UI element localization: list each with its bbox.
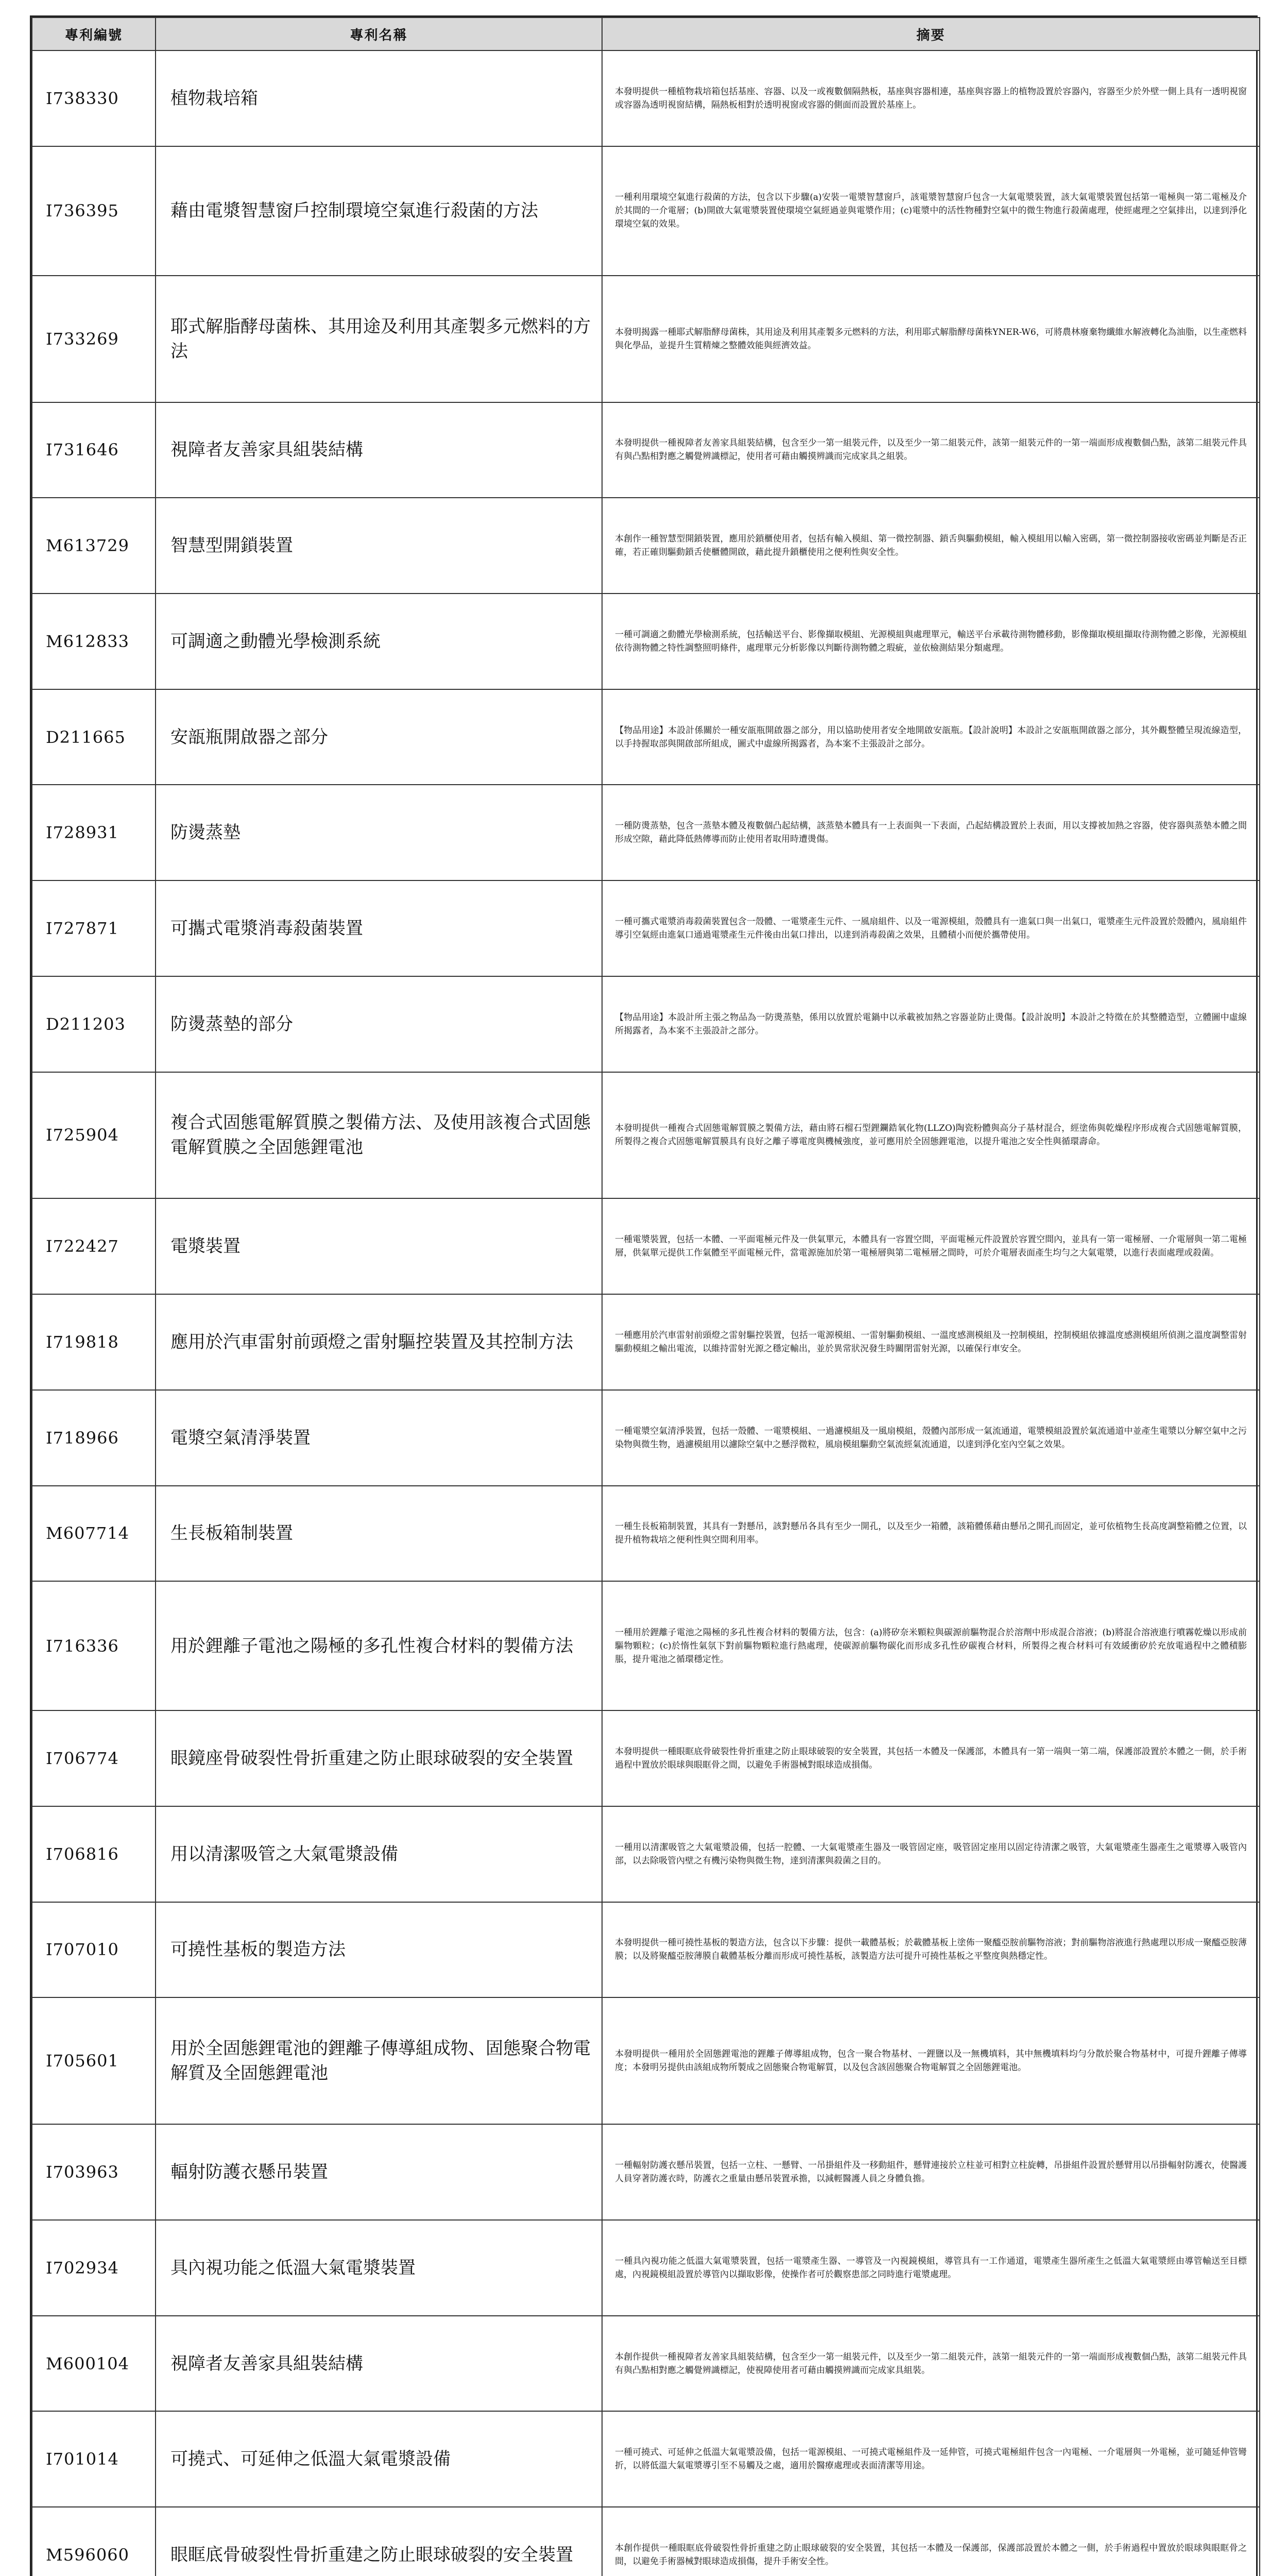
patent-number: D211665 (32, 689, 156, 785)
patent-number: I718966 (32, 1390, 156, 1486)
table-row (32, 1581, 1260, 1710)
patent-abstract: 本發明提供一種可撓性基板的製造方法，包含以下步驟：提供一載體基板；於載體基板上塗佈一聚醯亞胺前驅物溶液；對前驅物溶液進行熱處理以形成一聚醯亞胺薄膜；以及將聚醯亞胺薄膜自載體基板分離而形成可撓性基板，該製造方法可提升可撓性基板之平整度與熱穩定性。 (602, 1902, 1260, 1998)
patent-number: M613729 (32, 498, 156, 594)
patent-name: 生長板箱制裝置 (156, 1486, 602, 1582)
patent-name: 可調適之動體光學檢測系統 (156, 594, 602, 689)
patent-number: M596060 (32, 2507, 156, 2576)
patent-number: I703963 (32, 2124, 156, 2220)
patent-number: M607714 (32, 1486, 156, 1582)
table-row (32, 50, 1260, 146)
patent-number: I705601 (32, 1997, 156, 2124)
patent-abstract: 一種具內視功能之低溫大氣電漿裝置，包括一電漿產生器、一導管及一內視鏡模組，導管具有一工作通道，電漿產生器所產生之低溫大氣電漿經由導管輸送至目標處，內視鏡模組設置於導管內以擷取影像，使操作者可於觀察患部之同時進行電漿處理。 (602, 2220, 1260, 2316)
table-row (32, 1486, 1260, 1582)
patent-abstract: 本創作一種智慧型開鎖裝置，應用於鎖櫃使用者，包括有輸入模組、第一微控制器、鎖舌與驅動模組，輸入模組用以輸入密碼，第一微控制器接收密碼並判斷是否正確，若正確則驅動鎖舌使櫃體開啟，藉此提升鎖櫃使用之便利性與安全性。 (602, 498, 1260, 594)
table-row (32, 498, 1260, 594)
patent-table-sheet (30, 15, 1258, 2576)
table-row (32, 1806, 1260, 1902)
table-row (32, 689, 1260, 785)
patent-name: 安瓿瓶開啟器之部分 (156, 689, 602, 785)
table-row (32, 2411, 1260, 2507)
patent-number: I701014 (32, 2411, 156, 2507)
patent-name: 用於鋰離子電池之陽極的多孔性複合材料的製備方法 (156, 1581, 602, 1710)
column-header-number: 專利編號 (32, 18, 156, 50)
patent-name: 具內視功能之低溫大氣電漿裝置 (156, 2220, 602, 2316)
patent-abstract: 一種生長板箱制裝置，其具有一對懸吊，該對懸吊各具有至少一開孔，以及至少一箱體，該箱體係藉由懸吊之開孔而固定，並可依植物生長高度調整箱體之位置，以提升植物栽培之便利性與空間利用率。 (602, 1486, 1260, 1582)
patent-abstract: 【物品用途】本設計係關於一種安瓿瓶開啟器之部分，用以協助使用者安全地開啟安瓿瓶。【設計說明】本設計之安瓿瓶開啟器之部分，其外觀整體呈現流線造型，以手持握取部與開啟部所組成，圖式中虛線所揭露者，為本案不主張設計之部分。 (602, 689, 1260, 785)
patent-number: I702934 (32, 2220, 156, 2316)
patent-number: M612833 (32, 594, 156, 689)
patent-name: 眼鏡座骨破裂性骨折重建之防止眼球破裂的安全裝置 (156, 1710, 602, 1806)
patent-number: I738330 (32, 50, 156, 146)
patent-abstract: 一種可攜式電漿消毒殺菌裝置包含一殼體、一電漿產生元件、一風扇組件、以及一電源模組，殼體具有一進氣口與一出氣口，電漿產生元件設置於殼體內，風扇組件導引空氣經由進氣口通過電漿產生元件後由出氣口排出，以達到消毒殺菌之效果，且體積小而便於攜帶使用。 (602, 880, 1260, 976)
patent-number: I728931 (32, 785, 156, 880)
patent-abstract: 一種輻射防護衣懸吊裝置，包括一立柱、一懸臂、一吊掛組件及一移動組件，懸臂連接於立柱並可相對立柱旋轉，吊掛組件設置於懸臂用以吊掛輻射防護衣，使醫護人員穿著防護衣時，防護衣之重量由懸吊裝置承擔，以減輕醫護人員之身體負擔。 (602, 2124, 1260, 2220)
patent-abstract: 一種利用環境空氣進行殺菌的方法，包含以下步驟(a)安裝一電漿智慧窗戶，該電漿智慧窗戶包含一大氣電漿裝置，該大氣電漿裝置包括第一電極與一第二電極及介於其間的一介電層；(b)開啟大氣電漿裝置使環境空氣經過並與電漿作用；(c)電漿中的活性物種對空氣中的微生物進行殺菌處理，使經處理之空氣排出，以達到淨化環境空氣的效果。 (602, 146, 1260, 276)
patent-abstract: 本發明提供一種眼眶底骨破裂性骨折重建之防止眼球破裂的安全裝置，其包括一本體及一保護部，本體具有一第一端與一第二端，保護部設置於本體之一側，於手術過程中置放於眼球與眼眶骨之間，以避免手術器械對眼球造成損傷。 (602, 1710, 1260, 1806)
patent-number: I707010 (32, 1902, 156, 1998)
patent-name: 防燙蒸墊 (156, 785, 602, 880)
table-row (32, 976, 1260, 1072)
patent-number: I719818 (32, 1294, 156, 1390)
patent-number: I725904 (32, 1072, 156, 1199)
patent-number: I706816 (32, 1806, 156, 1902)
patent-number: D211203 (32, 976, 156, 1072)
table-row (32, 2507, 1260, 2576)
table-row (32, 1198, 1260, 1294)
patent-abstract: 一種防燙蒸墊，包含一蒸墊本體及複數個凸起結構，該蒸墊本體具有一上表面與一下表面，凸起結構設置於上表面，用以支撐被加熱之容器，使容器與蒸墊本體之間形成空隙，藉此降低熱傳導而防止使用者取用時遭燙傷。 (602, 785, 1260, 880)
table-body (32, 50, 1260, 2576)
column-header-name: 專利名稱 (156, 18, 602, 50)
patent-abstract: 本發明提供一種視障者友善家具組裝結構，包含至少一第一組裝元件，以及至少一第二組裝元件，該第一組裝元件的一第一端面形成複數個凸點，該第二組裝元件具有與凸點相對應之觸覺辨識標記，使用者可藉由觸摸辨識而完成家具之組裝。 (602, 402, 1260, 498)
patent-abstract: 本創作提供一種眼眶底骨破裂性骨折重建之防止眼球破裂的安全裝置，其包括一本體及一保護部，保護部設置於本體之一側，於手術過程中置放於眼球與眼眶骨之間，以避免手術器械對眼球造成損傷，提升手術安全性。 (602, 2507, 1260, 2576)
patent-name: 智慧型開鎖裝置 (156, 498, 602, 594)
patent-name: 防燙蒸墊的部分 (156, 976, 602, 1072)
patent-number: I736395 (32, 146, 156, 276)
patent-abstract: 本發明提供一種複合式固態電解質膜之製備方法，藉由將石榴石型鋰鑭鋯氧化物(LLZO)陶瓷粉體與高分子基材混合，經塗佈與乾燥程序形成複合式固態電解質膜，所製得之複合式固態電解質膜具有良好之離子導電度與機械強度，並可應用於全固態鋰電池，以提升電池之安全性與循環壽命。 (602, 1072, 1260, 1199)
patent-name: 輻射防護衣懸吊裝置 (156, 2124, 602, 2220)
table-row (32, 2124, 1260, 2220)
table-row (32, 1902, 1260, 1998)
patent-name: 應用於汽車雷射前頭燈之雷射驅控裝置及其控制方法 (156, 1294, 602, 1390)
table-row (32, 1997, 1260, 2124)
table-row (32, 2316, 1260, 2412)
patent-number: I722427 (32, 1198, 156, 1294)
patent-name: 電漿裝置 (156, 1198, 602, 1294)
patent-name: 可撓式、可延伸之低溫大氣電漿設備 (156, 2411, 602, 2507)
table-header-row (32, 18, 1260, 50)
patent-abstract: 一種可撓式、可延伸之低溫大氣電漿設備，包括一電源模組、一可撓式電極組件及一延伸管，可撓式電極組件包含一內電極、一介電層與一外電極，並可隨延伸管彎折，以將低溫大氣電漿導引至不易觸及之處，適用於醫療處理或表面清潔等用途。 (602, 2411, 1260, 2507)
patent-name: 可撓性基板的製造方法 (156, 1902, 602, 1998)
patent-number: I716336 (32, 1581, 156, 1710)
patent-name: 植物栽培箱 (156, 50, 602, 146)
patent-table (31, 17, 1260, 2576)
table-row (32, 1294, 1260, 1390)
table-row (32, 880, 1260, 976)
patent-abstract: 一種用以清潔吸管之大氣電漿設備，包括一腔體、一大氣電漿產生器及一吸管固定座，吸管固定座用以固定待清潔之吸管，大氣電漿產生器產生之電漿導入吸管內部，以去除吸管內壁之有機污染物與微生物，達到清潔與殺菌之目的。 (602, 1806, 1260, 1902)
patent-name: 複合式固態電解質膜之製備方法、及使用該複合式固態電解質膜之全固態鋰電池 (156, 1072, 602, 1199)
patent-name: 可攜式電漿消毒殺菌裝置 (156, 880, 602, 976)
patent-name: 電漿空氣清淨裝置 (156, 1390, 602, 1486)
patent-abstract: 本創作提供一種視障者友善家具組裝結構，包含至少一第一組裝元件，以及至少一第二組裝元件，該第一組裝元件的一第一端面形成複數個凸點，該第二組裝元件具有與凸點相對應之觸覺辨識標記，使視障使用者可藉由觸摸辨識而完成家具組裝。 (602, 2316, 1260, 2412)
patent-name: 藉由電漿智慧窗戶控制環境空氣進行殺菌的方法 (156, 146, 602, 276)
table-row (32, 2220, 1260, 2316)
patent-abstract: 一種電漿空氣清淨裝置，包括一殼體、一電漿模組、一過濾模組及一風扇模組，殼體內部形成一氣流通道，電漿模組設置於氣流通道中並產生電漿以分解空氣中之污染物與微生物，過濾模組用以濾除空氣中之懸浮微粒，風扇模組驅動空氣流經氣流通道，以達到淨化室內空氣之效果。 (602, 1390, 1260, 1486)
table-row (32, 1710, 1260, 1806)
table-row (32, 1390, 1260, 1486)
patent-number: I706774 (32, 1710, 156, 1806)
table-row (32, 276, 1260, 402)
table-row (32, 785, 1260, 880)
patent-abstract: 一種可調適之動體光學檢測系統，包括輸送平台、影像擷取模組、光源模組與處理單元，輸送平台承載待測物體移動，影像擷取模組擷取待測物體之影像，光源模組依待測物體之特性調整照明條件，處理單元分析影像以判斷待測物體之瑕疵，並依檢測結果分類處理。 (602, 594, 1260, 689)
patent-number: I733269 (32, 276, 156, 402)
column-header-abstract: 摘要 (602, 18, 1260, 50)
patent-number: I731646 (32, 402, 156, 498)
table-row (32, 1072, 1260, 1199)
patent-abstract: 一種電漿裝置，包括一本體、一平面電極元件及一供氣單元，本體具有一容置空間，平面電極元件設置於容置空間內，並具有一第一電極層、一介電層與一第二電極層，供氣單元提供工作氣體至平面電極元件，當電源施加於第一電極層與第二電極層之間時，可於介電層表面產生均勻之大氣電漿，以進行表面處理或殺菌。 (602, 1198, 1260, 1294)
patent-abstract: 一種用於鋰離子電池之陽極的多孔性複合材料的製備方法，包含：(a)將矽奈米顆粒與碳源前驅物混合於溶劑中形成混合溶液；(b)將混合溶液進行噴霧乾燥以形成前驅物顆粒；(c)於惰性氣氛下對前驅物顆粒進行熱處理，使碳源前驅物碳化而形成多孔性矽碳複合材料，所製得之複合材料可有效緩衝矽於充放電過程中之體積膨脹，提升電池之循環穩定性。 (602, 1581, 1260, 1710)
patent-name: 視障者友善家具組裝結構 (156, 2316, 602, 2412)
patent-name: 用以清潔吸管之大氣電漿設備 (156, 1806, 602, 1902)
patent-name: 視障者友善家具組裝結構 (156, 402, 602, 498)
patent-abstract: 本發明提供一種植物栽培箱包括基座、容器、以及一或複數個隔熱板，基座與容器相連，基座與容器上的植物設置於容器內，容器至少於外壁一側上具有一透明視窗或容器為透明視窗結構，隔熱板相對於透明視窗或容器的側面而設置於基座上。 (602, 50, 1260, 146)
patent-abstract: 本發明揭露一種耶式解脂酵母菌株，其用途及利用其產製多元燃料的方法，利用耶式解脂酵母菌株YNER-W6，可將農林廢棄物纖維水解液轉化為油脂，以生產燃料與化學品，並提升生質精煉之整體效能與經濟效益。 (602, 276, 1260, 402)
table-row (32, 594, 1260, 689)
patent-name: 耶式解脂酵母菌株、其用途及利用其產製多元燃料的方法 (156, 276, 602, 402)
patent-number: M600104 (32, 2316, 156, 2412)
patent-abstract: 【物品用途】本設計所主張之物品為一防燙蒸墊，係用以放置於電鍋中以承載被加熱之容器並防止燙傷。【設計說明】本設計之特徵在於其整體造型，立體圖中虛線所揭露者，為本案不主張設計之部分。 (602, 976, 1260, 1072)
table-row (32, 146, 1260, 276)
patent-name: 眼眶底骨破裂性骨折重建之防止眼球破裂的安全裝置 (156, 2507, 602, 2576)
patent-number: I727871 (32, 880, 156, 976)
patent-abstract: 一種應用於汽車雷射前頭燈之雷射驅控裝置，包括一電源模組、一雷射驅動模組、一溫度感測模組及一控制模組，控制模組依據溫度感測模組所偵測之溫度調整雷射驅動模組之輸出電流，以維持雷射光源之穩定輸出，並於異常狀況發生時關閉雷射光源，以確保行車安全。 (602, 1294, 1260, 1390)
patent-name: 用於全固態鋰電池的鋰離子傳導組成物、固態聚合物電解質及全固態鋰電池 (156, 1997, 602, 2124)
patent-abstract: 本發明提供一種用於全固態鋰電池的鋰離子傳導組成物，包含一聚合物基材、一鋰鹽以及一無機填料，其中無機填料均勻分散於聚合物基材中，可提升鋰離子傳導度；本發明另提供由該組成物所製成之固態聚合物電解質，以及包含該固態聚合物電解質之全固態鋰電池。 (602, 1997, 1260, 2124)
table-row (32, 402, 1260, 498)
